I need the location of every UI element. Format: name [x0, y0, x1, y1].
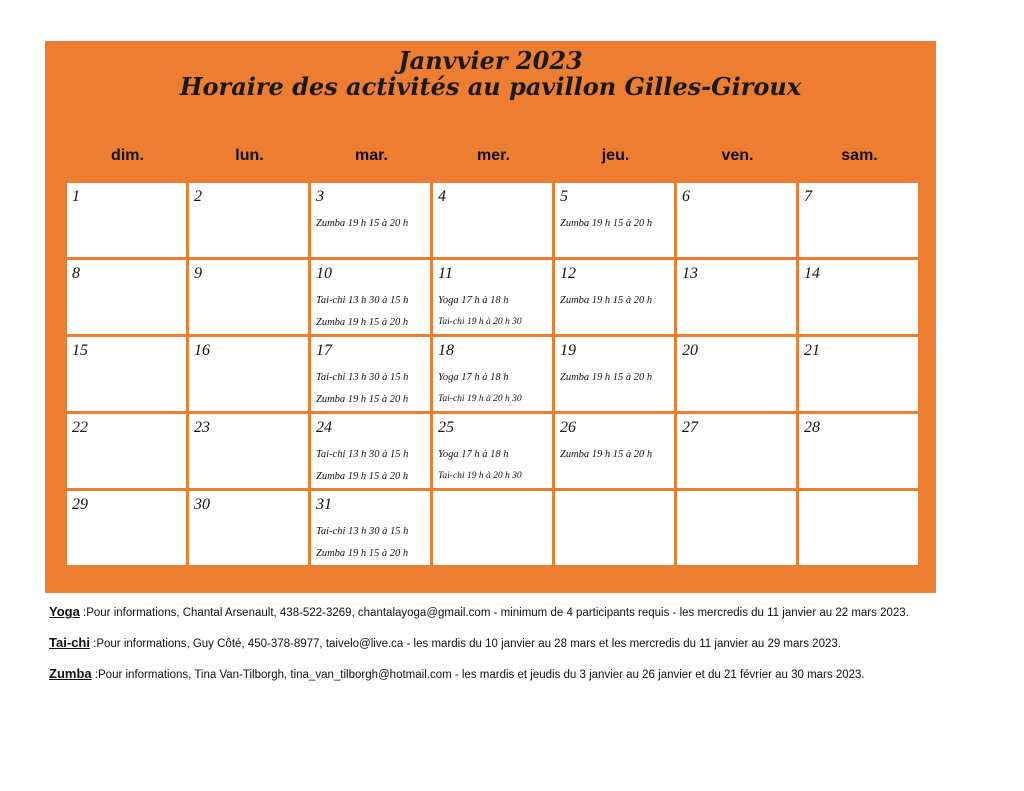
calendar-day-cell [799, 491, 918, 565]
note-text-yoga: :Pour informations, Chantal Arsenault, 438-522-3269, chantalayoga@gmail.com - minimum de 4 participants requis - les mercredis du 11 janvier au 22 mars 2023. [79, 607, 909, 619]
note-label-zumba: Zumba [49, 666, 92, 681]
calendar-day-cell [189, 491, 308, 565]
calendar-day-cell [799, 337, 918, 411]
day-number: 7 [804, 188, 812, 205]
day-number: 5 [560, 188, 568, 205]
activity-entry: Zumba 19 h 15 à 20 h [316, 548, 409, 559]
calendar-day-cell [311, 491, 430, 565]
calendar-day-cell [555, 183, 674, 257]
activity-entry: Zumba 19 h 15 à 20 h [560, 449, 653, 460]
calendar-day-cell [67, 337, 186, 411]
day-number: 28 [804, 419, 820, 436]
calendar-day-cell [677, 414, 796, 488]
calendar-day-cell [433, 337, 552, 411]
day-number: 16 [194, 342, 210, 359]
note-taichi [49, 635, 841, 650]
day-number: 10 [316, 265, 332, 282]
day-number: 22 [72, 419, 88, 436]
day-number: 24 [316, 419, 332, 436]
calendar-day-cell [189, 183, 308, 257]
note-text-zumba: :Pour informations, Tina Van-Tilborgh, tina_van_tilborgh@hotmail.com - les mardis et jeudis du 3 janvier au 26 janvier et du 21 février au 30 mars 2023. [91, 669, 865, 681]
day-number: 26 [560, 419, 576, 436]
note-text-taichi: :Pour informations, Guy Côté, 450-378-8977, taivelo@live.ca - les mardis du 10 janvier au 28 mars et les mercredis du 11 janvier au 29 mars 2023. [89, 638, 841, 650]
day-number: 17 [316, 342, 332, 359]
calendar-day-cell [433, 414, 552, 488]
calendar-day-cell [555, 414, 674, 488]
weekday-header-mon: lun. [235, 147, 264, 164]
day-number: 3 [316, 188, 324, 205]
calendar-day-cell [677, 491, 796, 565]
activity-entry: Zumba 19 h 15 à 20 h [316, 218, 409, 229]
activity-entry: Zumba 19 h 15 à 20 h [560, 372, 653, 383]
calendar-day-cell [189, 414, 308, 488]
calendar-day-cell [67, 414, 186, 488]
calendar-day-cell [433, 260, 552, 334]
day-number: 2 [194, 188, 202, 205]
calendar-day-cell [555, 491, 674, 565]
activity-entry: Tai-chi 13 h 30 à 15 h [316, 526, 409, 537]
day-number: 21 [804, 342, 820, 359]
weekday-header-sun: dim. [111, 147, 144, 164]
day-number: 30 [194, 496, 210, 513]
calendar-day-cell [433, 491, 552, 565]
day-number: 4 [438, 188, 446, 205]
day-number: 29 [72, 496, 88, 513]
calendar-day-cell [311, 183, 430, 257]
day-number: 20 [682, 342, 698, 359]
activity-entry: Zumba 19 h 15 à 20 h [316, 471, 409, 482]
calendar-title: Janvvier 2023 [398, 46, 583, 75]
day-number: 19 [560, 342, 576, 359]
activity-entry: Zumba 19 h 15 à 20 h [560, 295, 653, 306]
day-number: 12 [560, 265, 576, 282]
day-number: 6 [682, 188, 690, 205]
activity-entry: Tai-chi 13 h 30 à 15 h [316, 449, 409, 460]
calendar-day-cell [189, 260, 308, 334]
day-number: 25 [438, 419, 454, 436]
calendar-day-cell [677, 260, 796, 334]
activity-entry: Yoga 17 h à 18 h [438, 372, 509, 383]
calendar-day-cell [677, 183, 796, 257]
day-number: 8 [72, 265, 80, 282]
day-number: 14 [804, 265, 820, 282]
day-number: 11 [438, 265, 453, 282]
calendar-day-cell [799, 183, 918, 257]
day-number: 13 [682, 265, 698, 282]
day-number: 23 [194, 419, 210, 436]
calendar-day-cell [677, 337, 796, 411]
calendar-day-cell [67, 183, 186, 257]
day-number: 9 [194, 265, 202, 282]
calendar-day-cell [555, 260, 674, 334]
calendar-day-cell [311, 337, 430, 411]
day-number: 1 [72, 188, 80, 205]
weekday-header-sat: sam. [841, 147, 878, 164]
day-number: 27 [682, 419, 698, 436]
weekday-header-tue: mar. [355, 147, 388, 164]
activity-entry: Zumba 19 h 15 à 20 h [316, 394, 409, 405]
activity-entry: Zumba 19 h 15 à 20 h [316, 317, 409, 328]
activity-entry: Yoga 17 h à 18 h [438, 295, 509, 306]
day-number: 15 [72, 342, 88, 359]
weekday-header-thu: jeu. [601, 147, 630, 164]
calendar-day-cell [799, 260, 918, 334]
calendar-day-cell [67, 491, 186, 565]
activity-entry: Zumba 19 h 15 à 20 h [560, 218, 653, 229]
calendar-day-cell [799, 414, 918, 488]
activity-entry: Tai-chi 19 h à 20 h 30 [438, 471, 522, 481]
note-label-taichi: Tai-chi [49, 635, 90, 650]
activity-entry: Tai-chi 19 h à 20 h 30 [438, 394, 522, 404]
activity-entry: Tai-chi 13 h 30 à 15 h [316, 295, 409, 306]
calendar-subtitle: Horaire des activités au pavillon Gilles-Giroux [179, 72, 802, 101]
calendar-day-cell [433, 183, 552, 257]
note-yoga [49, 604, 909, 619]
calendar-day-cell [67, 260, 186, 334]
weekday-header-fri: ven. [721, 147, 754, 164]
activity-entry: Tai-chi 19 h à 20 h 30 [438, 317, 522, 327]
calendar-day-cell [311, 414, 430, 488]
note-zumba [49, 666, 865, 681]
calendar-day-cell [311, 260, 430, 334]
note-label-yoga: Yoga [49, 604, 80, 619]
activity-entry: Tai-chi 13 h 30 à 15 h [316, 372, 409, 383]
day-number: 31 [316, 496, 332, 513]
weekday-header-wed: mer. [477, 147, 510, 164]
calendar-day-cell [555, 337, 674, 411]
activity-entry: Yoga 17 h à 18 h [438, 449, 509, 460]
calendar-grid [67, 183, 918, 565]
calendar-panel [45, 41, 936, 593]
calendar-day-cell [189, 337, 308, 411]
day-number: 18 [438, 342, 454, 359]
